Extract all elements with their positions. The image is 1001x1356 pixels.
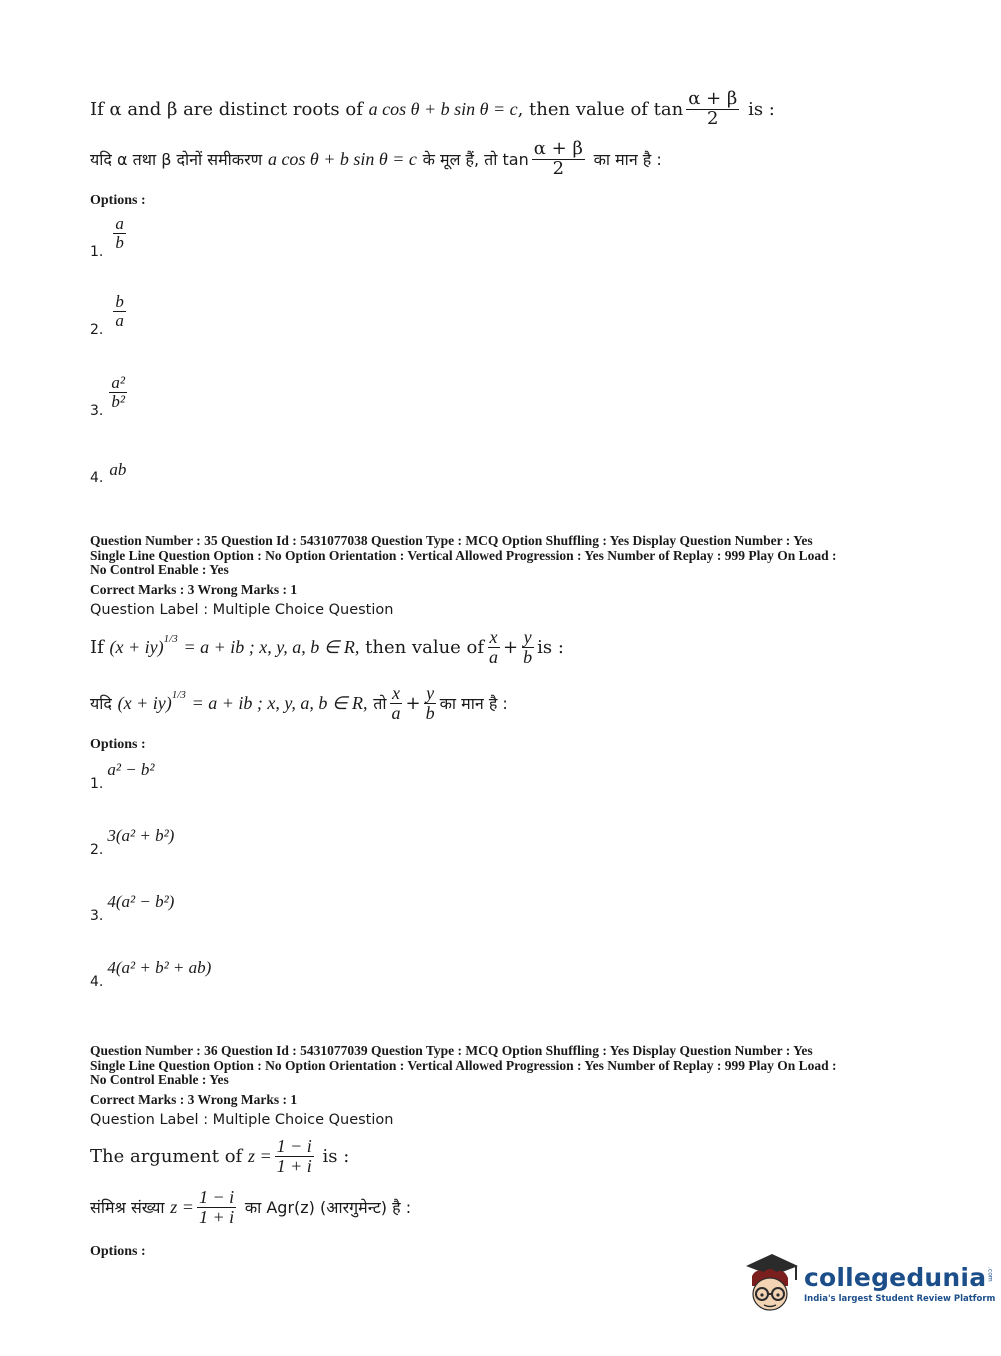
q35-en-base: (x + iy) bbox=[109, 636, 164, 657]
q35-hi-exponent: 1/3 bbox=[171, 689, 186, 702]
q34-option-1[interactable] bbox=[90, 215, 129, 260]
q36-options-label: Options : bbox=[90, 1244, 146, 1259]
q34-en-post: is : bbox=[748, 98, 775, 120]
option-fraction bbox=[113, 293, 126, 330]
q35-meta-block bbox=[90, 534, 837, 578]
fraction-numerator: x bbox=[489, 627, 498, 647]
q36-meta-block bbox=[90, 1044, 837, 1088]
q35-option-1[interactable] bbox=[90, 760, 155, 792]
q35-options-label: Options : bbox=[90, 737, 146, 752]
q35-en-fraction-y bbox=[521, 628, 534, 667]
fraction-denominator: 2 bbox=[707, 107, 719, 129]
q35-en-fraction-x bbox=[487, 628, 500, 667]
logo-tagline: India's largest Student Review Platform bbox=[804, 1293, 996, 1304]
q34-en-mid: , then value of tan bbox=[517, 98, 684, 120]
q36-en-z: z = bbox=[247, 1145, 272, 1166]
q34-option-3[interactable] bbox=[90, 374, 130, 419]
q35-hi-post: का मान है : bbox=[439, 694, 508, 714]
q36-english-question bbox=[90, 1137, 349, 1176]
q34-options-label: Options : bbox=[90, 193, 146, 208]
q34-hi-pre: यदि α तथा β दोनों समीकरण bbox=[90, 150, 263, 170]
fraction-numerator: α + β bbox=[533, 138, 583, 159]
fraction-denominator: 1 + i bbox=[198, 1206, 235, 1227]
fraction-numerator: 1 − i bbox=[198, 1187, 235, 1207]
option-number: 4. bbox=[90, 974, 104, 990]
option-number: 3. bbox=[90, 908, 104, 924]
collegedunia-logo bbox=[742, 1250, 995, 1316]
option-number: 2. bbox=[90, 842, 104, 858]
option-fraction bbox=[109, 374, 127, 411]
q36-en-post: is : bbox=[322, 1145, 350, 1167]
question-meta-line-3: No Control Enable : Yes bbox=[90, 1072, 229, 1087]
q34-english-question bbox=[90, 90, 775, 129]
q35-hi-pre: यदि bbox=[90, 694, 112, 714]
q35-en-post: is : bbox=[537, 636, 564, 658]
q34-en-fraction bbox=[686, 90, 739, 129]
q34-en-equation: a cos θ + b sin θ = c bbox=[368, 98, 518, 119]
q36-hi-z: z = bbox=[170, 1196, 194, 1217]
q36-hi-mid: का Agr(z) (आरगुमेन्ट) है : bbox=[244, 1198, 412, 1218]
option-number: 2. bbox=[90, 321, 104, 338]
q35-en-mid: then value of bbox=[365, 636, 485, 658]
logo-wordmark: collegedunia bbox=[804, 1262, 987, 1292]
fraction-denominator: 2 bbox=[552, 157, 565, 179]
question-meta-line-2: Single Line Question Option : No Option Orientation : Vertical Allowed Progression : Yes Number of Replay : 999 Play On Load : bbox=[90, 1057, 837, 1073]
q35-hi-mid: तो bbox=[373, 694, 387, 714]
option-number: 1. bbox=[90, 776, 104, 792]
q36-question-label: Question Label : Multiple Choice Question bbox=[90, 1112, 394, 1128]
fraction-numerator: y bbox=[523, 627, 532, 647]
fraction-denominator: b bbox=[425, 702, 435, 723]
q35-en-pre: If bbox=[90, 636, 104, 658]
q35-english-question bbox=[90, 628, 564, 667]
q36-en-fraction bbox=[275, 1137, 314, 1176]
q35-en-equation: = a + ib ; x, y, a, b ∈ R, bbox=[183, 636, 360, 657]
option-text: 3(a² + b²) bbox=[107, 826, 175, 845]
q34-hi-mid: के मूल हैं, तो tan bbox=[422, 150, 529, 170]
q34-option-2[interactable] bbox=[90, 293, 129, 338]
fraction-denominator: a bbox=[115, 310, 124, 330]
q35-hindi-question bbox=[90, 684, 508, 723]
q35-option-4[interactable] bbox=[90, 958, 211, 990]
fraction-denominator: b² bbox=[111, 391, 125, 411]
plus-sign: + bbox=[503, 636, 519, 658]
fraction-numerator: a bbox=[115, 214, 124, 233]
q34-hi-equation: a cos θ + b sin θ = c bbox=[267, 148, 417, 169]
logo-suffix: .com bbox=[986, 1266, 994, 1282]
q36-hi-fraction bbox=[197, 1188, 236, 1227]
question-meta-line-1: Question Number : 35 Question Id : 5431077038 Question Type : MCQ Option Shuffling : Yes Display Question Number : Yes bbox=[90, 533, 813, 548]
mascot-icon bbox=[742, 1250, 800, 1316]
q35-en-exponent: 1/3 bbox=[163, 633, 178, 646]
option-text: 4(a² + b² + ab) bbox=[107, 958, 212, 977]
question-meta-line-1: Question Number : 36 Question Id : 5431077039 Question Type : MCQ Option Shuffling : Yes Display Question Number : Yes bbox=[90, 1043, 813, 1058]
q34-hi-fraction bbox=[532, 140, 585, 179]
q36-marks: Correct Marks : 3 Wrong Marks : 1 bbox=[90, 1092, 298, 1107]
fraction-numerator: α + β bbox=[688, 88, 738, 109]
plus-sign: + bbox=[405, 692, 421, 714]
q35-hi-equation: = a + ib ; x, y, a, b ∈ R, bbox=[191, 692, 368, 713]
q35-marks: Correct Marks : 3 Wrong Marks : 1 bbox=[90, 582, 298, 597]
question-meta-line-3: No Control Enable : Yes bbox=[90, 562, 229, 577]
option-text: 4(a² − b²) bbox=[107, 892, 175, 911]
option-fraction bbox=[113, 215, 126, 252]
question-meta-line-2: Single Line Question Option : No Option Orientation : Vertical Allowed Progression : Yes Number of Replay : 999 Play On Load : bbox=[90, 547, 837, 563]
q34-option-4[interactable] bbox=[90, 460, 126, 486]
fraction-denominator: 1 + i bbox=[276, 1155, 312, 1176]
q36-en-pre: The argument of bbox=[90, 1145, 243, 1167]
q34-en-pre: If α and β are distinct roots of bbox=[90, 98, 363, 120]
fraction-numerator: y bbox=[426, 683, 435, 703]
fraction-denominator: b bbox=[115, 232, 124, 252]
fraction-numerator: x bbox=[392, 683, 401, 703]
option-number: 3. bbox=[90, 402, 104, 419]
option-text: ab bbox=[109, 460, 127, 479]
q35-hi-base: (x + iy) bbox=[117, 692, 172, 713]
option-text: a² − b² bbox=[107, 760, 155, 779]
fraction-denominator: b bbox=[523, 646, 533, 667]
q35-hi-fraction-x bbox=[390, 684, 403, 723]
q34-hindi-question bbox=[90, 140, 662, 179]
fraction-numerator: 1 − i bbox=[276, 1136, 312, 1156]
fraction-denominator: a bbox=[391, 702, 401, 723]
q36-hindi-question bbox=[90, 1188, 411, 1227]
q34-hi-post: का मान है : bbox=[593, 150, 662, 170]
q35-option-3[interactable] bbox=[90, 892, 174, 924]
fraction-denominator: a bbox=[489, 646, 499, 667]
q35-option-2[interactable] bbox=[90, 826, 174, 858]
fraction-numerator: a² bbox=[111, 373, 125, 392]
q35-hi-fraction-y bbox=[424, 684, 437, 723]
fraction-numerator: b bbox=[115, 292, 124, 311]
option-number: 4. bbox=[90, 470, 104, 486]
option-number: 1. bbox=[90, 243, 104, 260]
q35-question-label: Question Label : Multiple Choice Question bbox=[90, 602, 394, 618]
q36-hi-pre: संमिश्र संख्या bbox=[90, 1198, 165, 1218]
